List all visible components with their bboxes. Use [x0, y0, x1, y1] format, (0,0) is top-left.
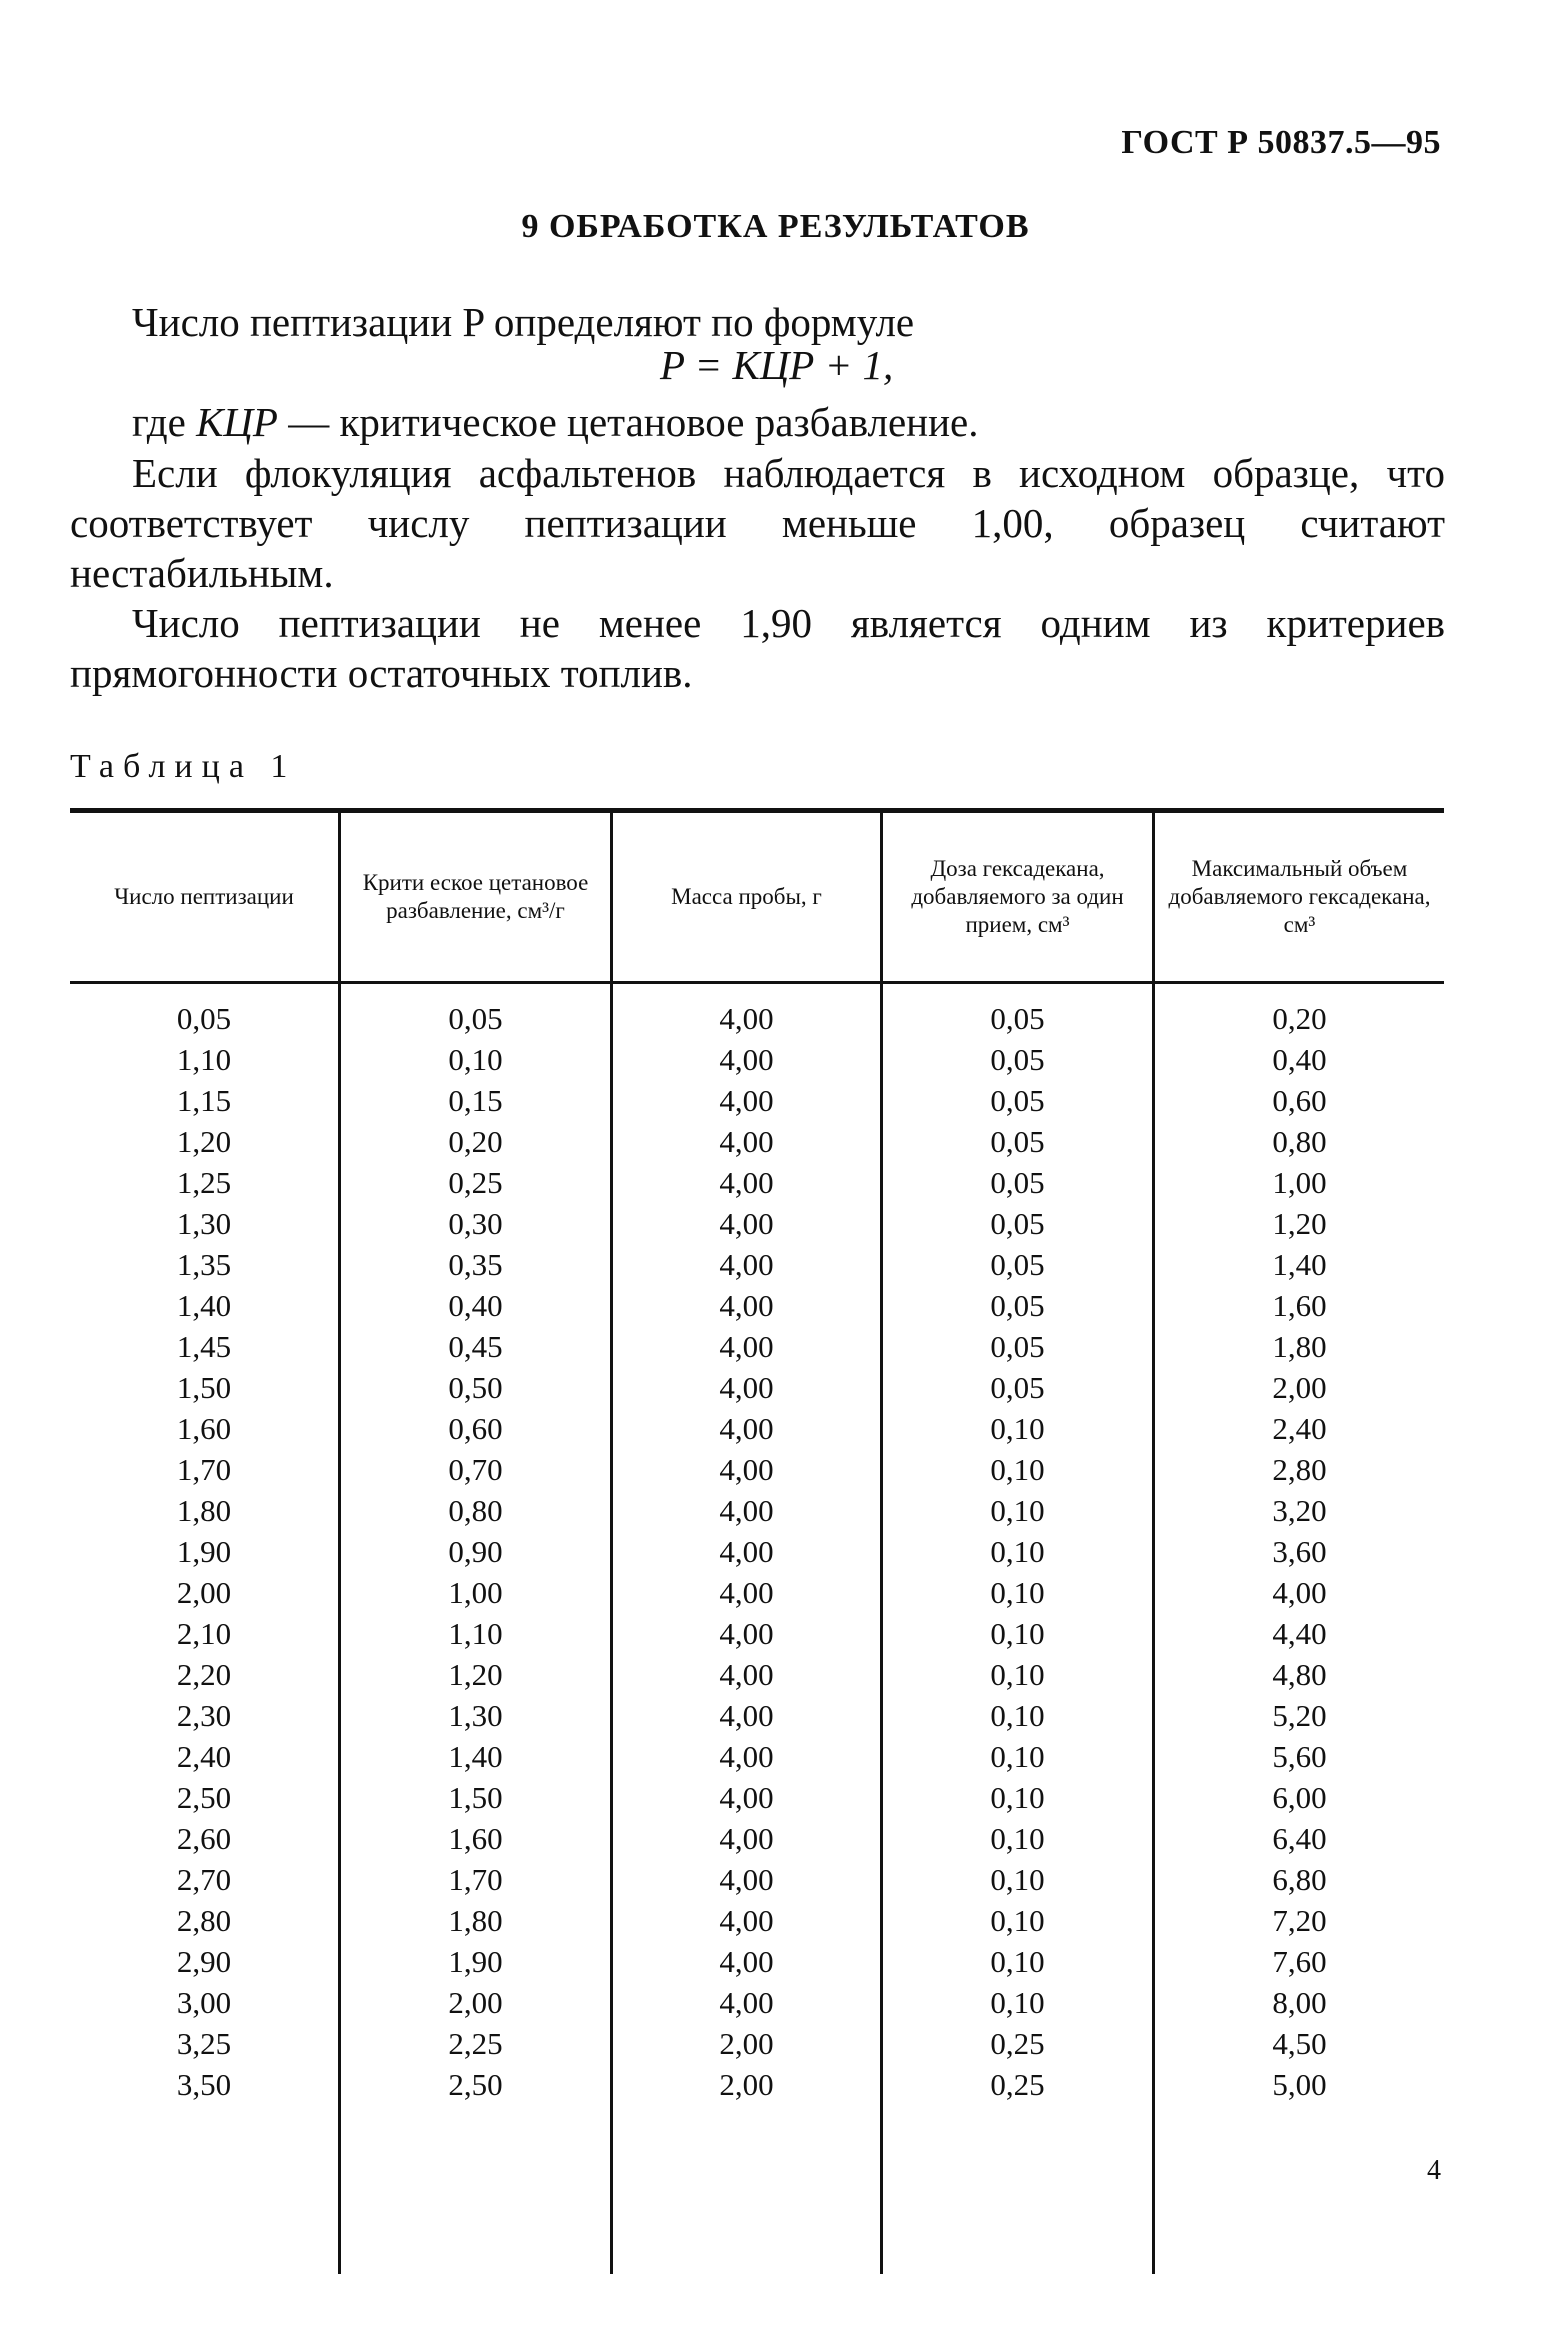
column-hexadecane-dose	[880, 984, 1152, 2274]
table-cell: 2,80	[1272, 1452, 1327, 1487]
table-cell: 4,00	[719, 1944, 774, 1979]
table-cell: 2,00	[448, 1985, 503, 2020]
table-cell: 0,05	[990, 1001, 1045, 1036]
table-cell: 4,00	[719, 1370, 774, 1405]
table-cell: 4,00	[719, 1206, 774, 1241]
table-cell: 7,20	[1272, 1903, 1327, 1938]
table-cell: 0,05	[176, 1001, 232, 1036]
definition-rest: — критическое цетановое разбавление.	[277, 399, 979, 445]
header-hexadecane-dose: Доза гексадекана, добавляемого за один прием, см³	[880, 813, 1152, 981]
formula: P = КЦР + 1,	[660, 342, 894, 388]
header-peptization-number: Число пептизации	[114, 884, 294, 909]
table-cell: 5,00	[1272, 2067, 1327, 2102]
table-cell: 0,10	[990, 1616, 1045, 1651]
table-cell: 2,10	[176, 1616, 232, 1651]
table-cell: 0,10	[990, 1411, 1045, 1446]
table-cell: 1,45	[176, 1329, 232, 1364]
table-cell: 4,00	[719, 1534, 774, 1569]
table-cell: 2,40	[176, 1739, 232, 1774]
table-cell: 0,25	[990, 2067, 1045, 2102]
column-critical-dilution	[338, 984, 610, 2274]
table-cell: 0,10	[990, 1944, 1045, 1979]
table-cell: 0,40	[1272, 1042, 1327, 1077]
table-cell: 0,05	[990, 1370, 1045, 1405]
column-max-hexadecane	[1152, 984, 1444, 2274]
table-cell: 2,00	[719, 2026, 774, 2061]
table-cell: 2,50	[176, 1780, 232, 1815]
paragraph-instability: Если флокуляция асфальтенов наблюдается в исходном образце, что соответствует числу пептизации меньше 1,00, образец считают нестабильным.	[70, 450, 1445, 596]
table-cell: 1,35	[176, 1247, 232, 1282]
table-cell: 0,20	[448, 1124, 503, 1159]
table-cell: 1,00	[448, 1575, 503, 1610]
table-cell: 0,10	[990, 1575, 1045, 1610]
table-cell: 1,30	[176, 1206, 232, 1241]
table-cell: 1,25	[176, 1165, 232, 1200]
table-cell: 8,00	[1272, 1985, 1327, 2020]
table-cell: 1,10	[448, 1616, 503, 1651]
table-cell: 6,80	[1272, 1862, 1327, 1897]
table-cell: 7,60	[1272, 1944, 1327, 1979]
table-cell: 4,00	[719, 1862, 774, 1897]
paragraph-formula-intro: Число пептизации P определяют по формуле	[132, 299, 915, 345]
table-cell: 0,80	[1272, 1124, 1327, 1159]
table-cell: 0,60	[448, 1411, 503, 1446]
table-cell: 1,60	[176, 1411, 232, 1446]
table-cell: 0,10	[990, 1493, 1045, 1528]
table-cell: 2,80	[176, 1903, 232, 1938]
table-cell: 2,00	[176, 1575, 232, 1610]
table-cell: 4,00	[719, 1739, 774, 1774]
table-cell: 0,80	[448, 1493, 503, 1528]
table-cell: 4,00	[719, 1985, 774, 2020]
table-cell: 4,00	[719, 1165, 774, 1200]
table-cell: 0,10	[990, 1657, 1045, 1692]
table-cell: 1,10	[176, 1042, 232, 1077]
table-cell: 0,05	[990, 1042, 1045, 1077]
table-cell: 0,35	[448, 1247, 503, 1282]
table-cell: 4,00	[719, 1124, 774, 1159]
table-header	[70, 813, 1444, 984]
table-cell: 1,50	[448, 1780, 503, 1815]
table-caption: Таблица 1	[70, 748, 297, 785]
table-cell: 5,20	[1272, 1698, 1327, 1733]
table-cell: 2,20	[176, 1657, 232, 1692]
table-cell: 4,00	[719, 1903, 774, 1938]
table-cell: 0,10	[448, 1042, 503, 1077]
table-cell: 1,15	[176, 1083, 232, 1118]
table-cell: 0,05	[448, 1001, 503, 1036]
table-cell: 0,05	[990, 1329, 1045, 1364]
definition-term: КЦР	[196, 399, 278, 445]
table-cell: 1,20	[448, 1657, 503, 1692]
table-cell: 2,70	[176, 1862, 232, 1897]
table-cell: 4,00	[719, 1083, 774, 1118]
table-cell: 2,90	[176, 1944, 232, 1979]
header-max-hexadecane: Максимальный объем добавляемого гексадекана, см³	[1152, 813, 1444, 981]
table-cell: 3,00	[176, 1985, 232, 2020]
table-cell: 2,60	[176, 1821, 232, 1856]
table-cell: 1,40	[176, 1288, 232, 1323]
table-cell: 0,40	[448, 1288, 503, 1323]
table-cell: 4,00	[719, 1616, 774, 1651]
standard-code: ГОСТ Р 50837.5—95	[1121, 124, 1441, 161]
table-cell: 0,45	[448, 1329, 503, 1364]
table-cell: 0,10	[990, 1534, 1045, 1569]
table-cell: 4,00	[719, 1411, 774, 1446]
table-cell: 2,25	[448, 2026, 503, 2061]
table-cell: 4,00	[719, 1780, 774, 1815]
table-cell: 0,05	[990, 1124, 1045, 1159]
table-cell: 1,30	[448, 1698, 503, 1733]
table-cell: 1,70	[176, 1452, 232, 1487]
table-cell: 0,05	[990, 1206, 1045, 1241]
table-cell: 3,20	[1272, 1493, 1327, 1528]
table-cell: 0,10	[990, 1739, 1045, 1774]
table-cell: 4,00	[1272, 1575, 1327, 1610]
table-cell: 4,40	[1272, 1616, 1327, 1651]
table-cell: 4,00	[719, 1821, 774, 1856]
table-cell: 4,00	[719, 1575, 774, 1610]
table-cell: 2,00	[1272, 1370, 1327, 1405]
table-cell: 1,60	[448, 1821, 503, 1856]
paragraph-definition	[70, 397, 1445, 447]
table-cell: 1,80	[176, 1493, 232, 1528]
table-cell: 0,70	[448, 1452, 503, 1487]
table-cell: 3,60	[1272, 1534, 1327, 1569]
table-cell: 1,90	[448, 1944, 503, 1979]
table-cell: 0,05	[990, 1247, 1045, 1282]
table-cell: 4,00	[719, 1247, 774, 1282]
table-cell: 4,00	[719, 1452, 774, 1487]
table-cell: 1,70	[448, 1862, 503, 1897]
table-cell: 1,20	[1272, 1206, 1327, 1241]
header-critical-dilution: Крити еское цетановое разбавление, см³/г	[338, 813, 610, 981]
table-cell: 0,60	[1272, 1083, 1327, 1118]
table-cell: 0,10	[990, 1780, 1045, 1815]
table-cell: 4,00	[719, 1493, 774, 1528]
column-sample-mass	[610, 984, 880, 2274]
table-cell: 2,00	[719, 2067, 774, 2102]
table-cell: 1,80	[1272, 1329, 1327, 1364]
section-title: 9 ОБРАБОТКА РЕЗУЛЬТАТОВ	[521, 208, 1030, 245]
table-cell: 1,60	[1272, 1288, 1327, 1323]
table-cell: 2,40	[1272, 1411, 1327, 1446]
data-table	[70, 808, 1444, 2274]
table-cell: 0,05	[990, 1165, 1045, 1200]
table-cell: 4,00	[719, 1288, 774, 1323]
table-cell: 1,80	[448, 1903, 503, 1938]
table-cell: 0,05	[990, 1288, 1045, 1323]
table-cell: 4,00	[719, 1329, 774, 1364]
table-cell: 0,25	[990, 2026, 1045, 2061]
table-cell: 4,50	[1272, 2026, 1327, 2061]
header-sample-mass: Масса пробы, г	[610, 813, 880, 981]
table-cell: 0,10	[990, 1862, 1045, 1897]
table-cell: 1,40	[448, 1739, 503, 1774]
table-cell: 1,40	[1272, 1247, 1327, 1282]
table-cell: 3,25	[176, 2026, 232, 2061]
table-cell: 6,40	[1272, 1821, 1327, 1856]
column-peptization-number	[70, 984, 338, 2274]
table-body	[70, 984, 1444, 2274]
definition-prefix: где	[132, 399, 197, 445]
table-cell: 0,50	[448, 1370, 503, 1405]
table-cell: 0,20	[1272, 1001, 1327, 1036]
table-cell: 4,00	[719, 1001, 774, 1036]
table-cell: 1,90	[176, 1534, 232, 1569]
table-cell: 0,25	[448, 1165, 503, 1200]
table-cell: 4,00	[719, 1698, 774, 1733]
table-cell: 1,00	[1272, 1165, 1327, 1200]
table-cell: 4,00	[719, 1042, 774, 1077]
table-cell: 3,50	[176, 2067, 232, 2102]
table-cell: 0,10	[990, 1985, 1045, 2020]
table-cell: 0,15	[448, 1083, 503, 1118]
table-cell: 0,30	[448, 1206, 503, 1241]
table-cell: 0,10	[990, 1698, 1045, 1733]
table-cell: 0,10	[990, 1821, 1045, 1856]
table-cell: 4,80	[1272, 1657, 1327, 1692]
table-cell: 6,00	[1272, 1780, 1327, 1815]
table-cell: 2,30	[176, 1698, 232, 1733]
table-cell: 5,60	[1272, 1739, 1327, 1774]
table-cell: 0,05	[990, 1083, 1045, 1118]
page-number: 4	[1427, 2155, 1441, 2186]
table-cell: 1,50	[176, 1370, 232, 1405]
paragraph-criterion: Число пептизации не менее 1,90 является одним из критериев прямогонности остаточных топлив.	[70, 600, 1445, 696]
table-cell: 2,50	[448, 2067, 503, 2102]
table-cell: 1,20	[176, 1124, 232, 1159]
table-cell: 4,00	[719, 1657, 774, 1692]
table-cell: 0,10	[990, 1452, 1045, 1487]
table-cell: 0,10	[990, 1903, 1045, 1938]
table-cell: 0,90	[448, 1534, 503, 1569]
